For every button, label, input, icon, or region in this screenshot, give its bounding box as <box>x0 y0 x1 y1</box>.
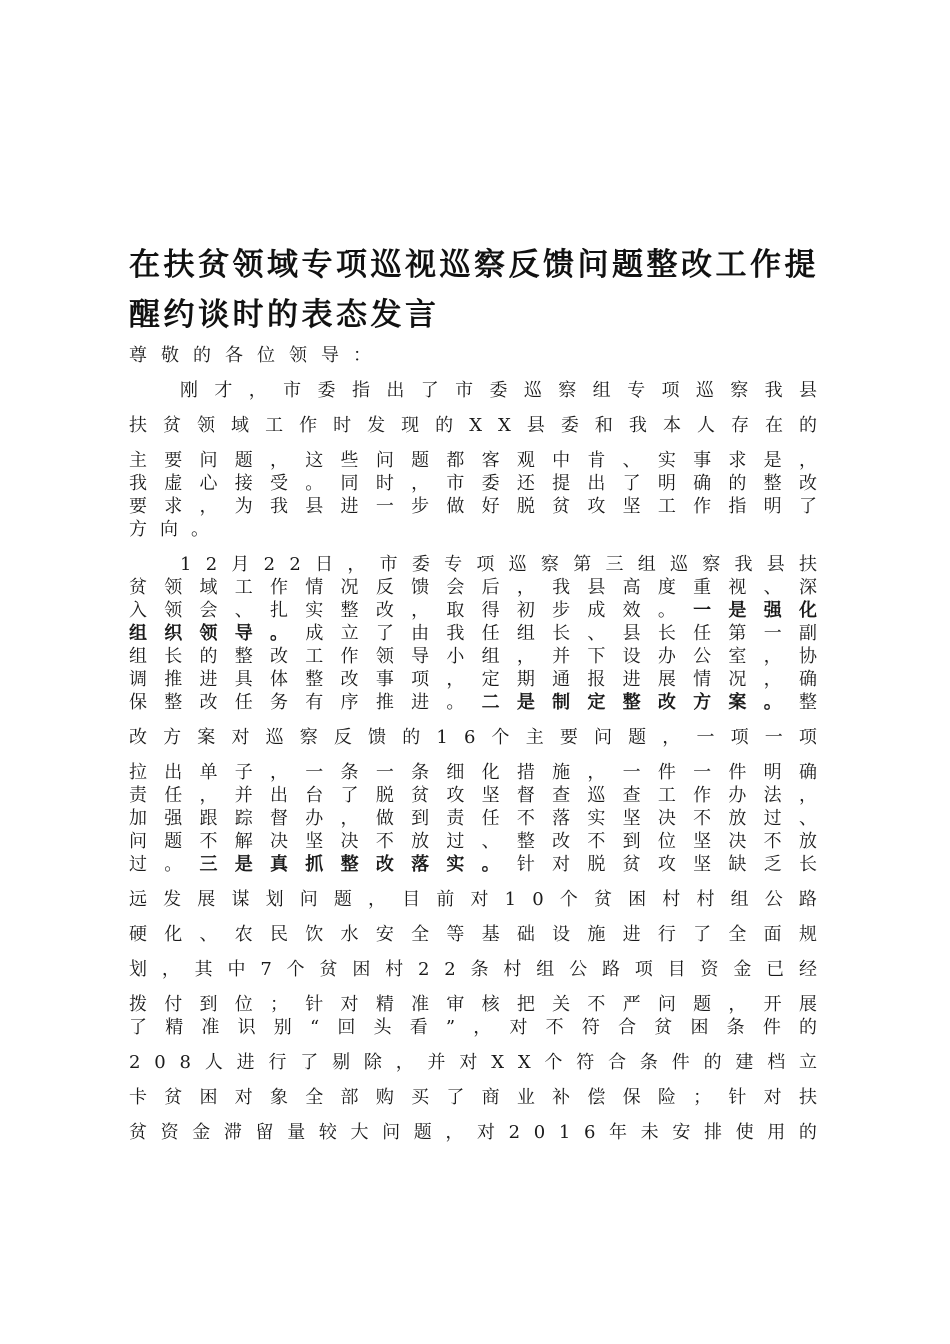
body-line <box>129 645 835 669</box>
body-line-text: 贫资金滞留量较大问题，对2016年未安排使用的 <box>129 1122 831 1143</box>
body-line <box>129 923 835 947</box>
body-line <box>129 1016 836 1040</box>
body-line-text: 改方案对巡察反馈的16个主要问题，一项一项 <box>129 727 834 748</box>
body-line-emphasis: 组织领导。 <box>129 623 306 644</box>
body-line <box>129 518 817 542</box>
body-line-text: 组长的整改工作领导小组，并下设办公室，协 <box>129 646 835 667</box>
body-line <box>129 726 834 750</box>
body-line-emphasis: 三是真抓整改落实。 <box>199 854 517 875</box>
body-line <box>129 414 834 438</box>
body-line-text: 整 <box>798 692 835 713</box>
body-line <box>129 691 835 715</box>
body-line-text: 扶贫领域工作时发现的XX县委和我本人存在的 <box>129 415 834 436</box>
body-line <box>129 1086 835 1110</box>
body-line-text: 入领会、扎实整改，取得初步成效。 <box>129 600 694 621</box>
salutation: 尊敬的各位领导： <box>129 345 385 366</box>
body-line <box>129 853 835 877</box>
body-line-text: 远发展谋划问题，目前对10个贫困村村组公路 <box>129 889 834 910</box>
body-line-text: 我虚心接受。同时，市委还提出了明确的整改 <box>129 473 835 494</box>
body-line <box>129 888 834 912</box>
body-line-text: 成立了由我任组长、县长任第一副 <box>305 623 835 644</box>
body-line <box>129 495 835 519</box>
body-line <box>129 830 835 854</box>
body-line <box>129 668 835 692</box>
body-line-text: 了精准识别“回头看”，对不符合贫困条件的 <box>129 1017 836 1038</box>
body-line <box>129 993 835 1017</box>
body-line-text: 针对脱贫攻坚缺乏长 <box>516 854 835 875</box>
body-line <box>129 622 835 646</box>
body-line-text: 主要问题，这些问题都客观中肯、实事求是， <box>129 450 835 471</box>
body-line-text: 12月22日，市委专项巡察第三组巡察我县扶 <box>180 554 832 575</box>
body-line <box>129 807 835 831</box>
body-line <box>129 784 835 808</box>
document-title <box>129 240 829 340</box>
body-line <box>129 449 835 473</box>
body-line-text: 保整改任务有序推进。 <box>129 692 482 713</box>
body-line-text: 刚才，市委指出了市委巡察组专项巡察我县 <box>180 380 834 401</box>
body-line-text: 拉出单子，一条一条细化措施，一件一件明确 <box>129 762 835 783</box>
body-line <box>180 379 834 403</box>
body-line-text: 要求，为我县进一步做好脱贫攻坚工作指明了 <box>129 496 835 517</box>
body-line <box>129 599 835 623</box>
body-line-emphasis: 二是制定整改方案。 <box>481 692 799 713</box>
body-line <box>129 472 835 496</box>
body-line-emphasis: 一是强化 <box>693 600 835 621</box>
body-line-text: 调推进具体整改事项，定期通报进展情况，确 <box>129 669 835 690</box>
body-line-text: 卡贫困对象全部购买了商业补偿保险；针对扶 <box>129 1087 835 1108</box>
body-line-text: 过。 <box>129 854 200 875</box>
body-line-text: 硬化、农民饮水安全等基础设施进行了全面规 <box>129 924 835 945</box>
body-line-text: 方向。 <box>129 519 222 540</box>
body-line-text: 拨付到位；针对精准审核把关不严问题，开展 <box>129 994 835 1015</box>
body-line <box>129 1051 831 1075</box>
body-line <box>129 761 835 785</box>
body-line-text: 208人进行了剔除，并对XX个符合条件的建档立 <box>129 1052 831 1073</box>
body-line-text: 问题不解决坚决不放过、整改不到位坚决不放 <box>129 831 835 852</box>
body-line <box>129 958 832 982</box>
title-line-2: 醒约谈时的表态发言 <box>129 297 440 333</box>
body-line-text: 责任，并出台了脱贫攻坚督查巡查工作办法， <box>129 785 835 806</box>
body-line-text: 加强跟踪督办，做到责任不落实坚决不放过、 <box>129 808 835 829</box>
body-line-text: 贫领域工作情况反馈会后，我县高度重视、深 <box>129 577 835 598</box>
body-line-text: 划，其中7个贫困村22条村组公路项目资金已经 <box>129 959 832 980</box>
title-line-1: 在扶贫领域专项巡视巡察反馈问题整改工作提 <box>129 247 819 283</box>
body-line <box>129 576 835 600</box>
body-line <box>180 553 832 577</box>
body-line <box>129 1121 831 1145</box>
